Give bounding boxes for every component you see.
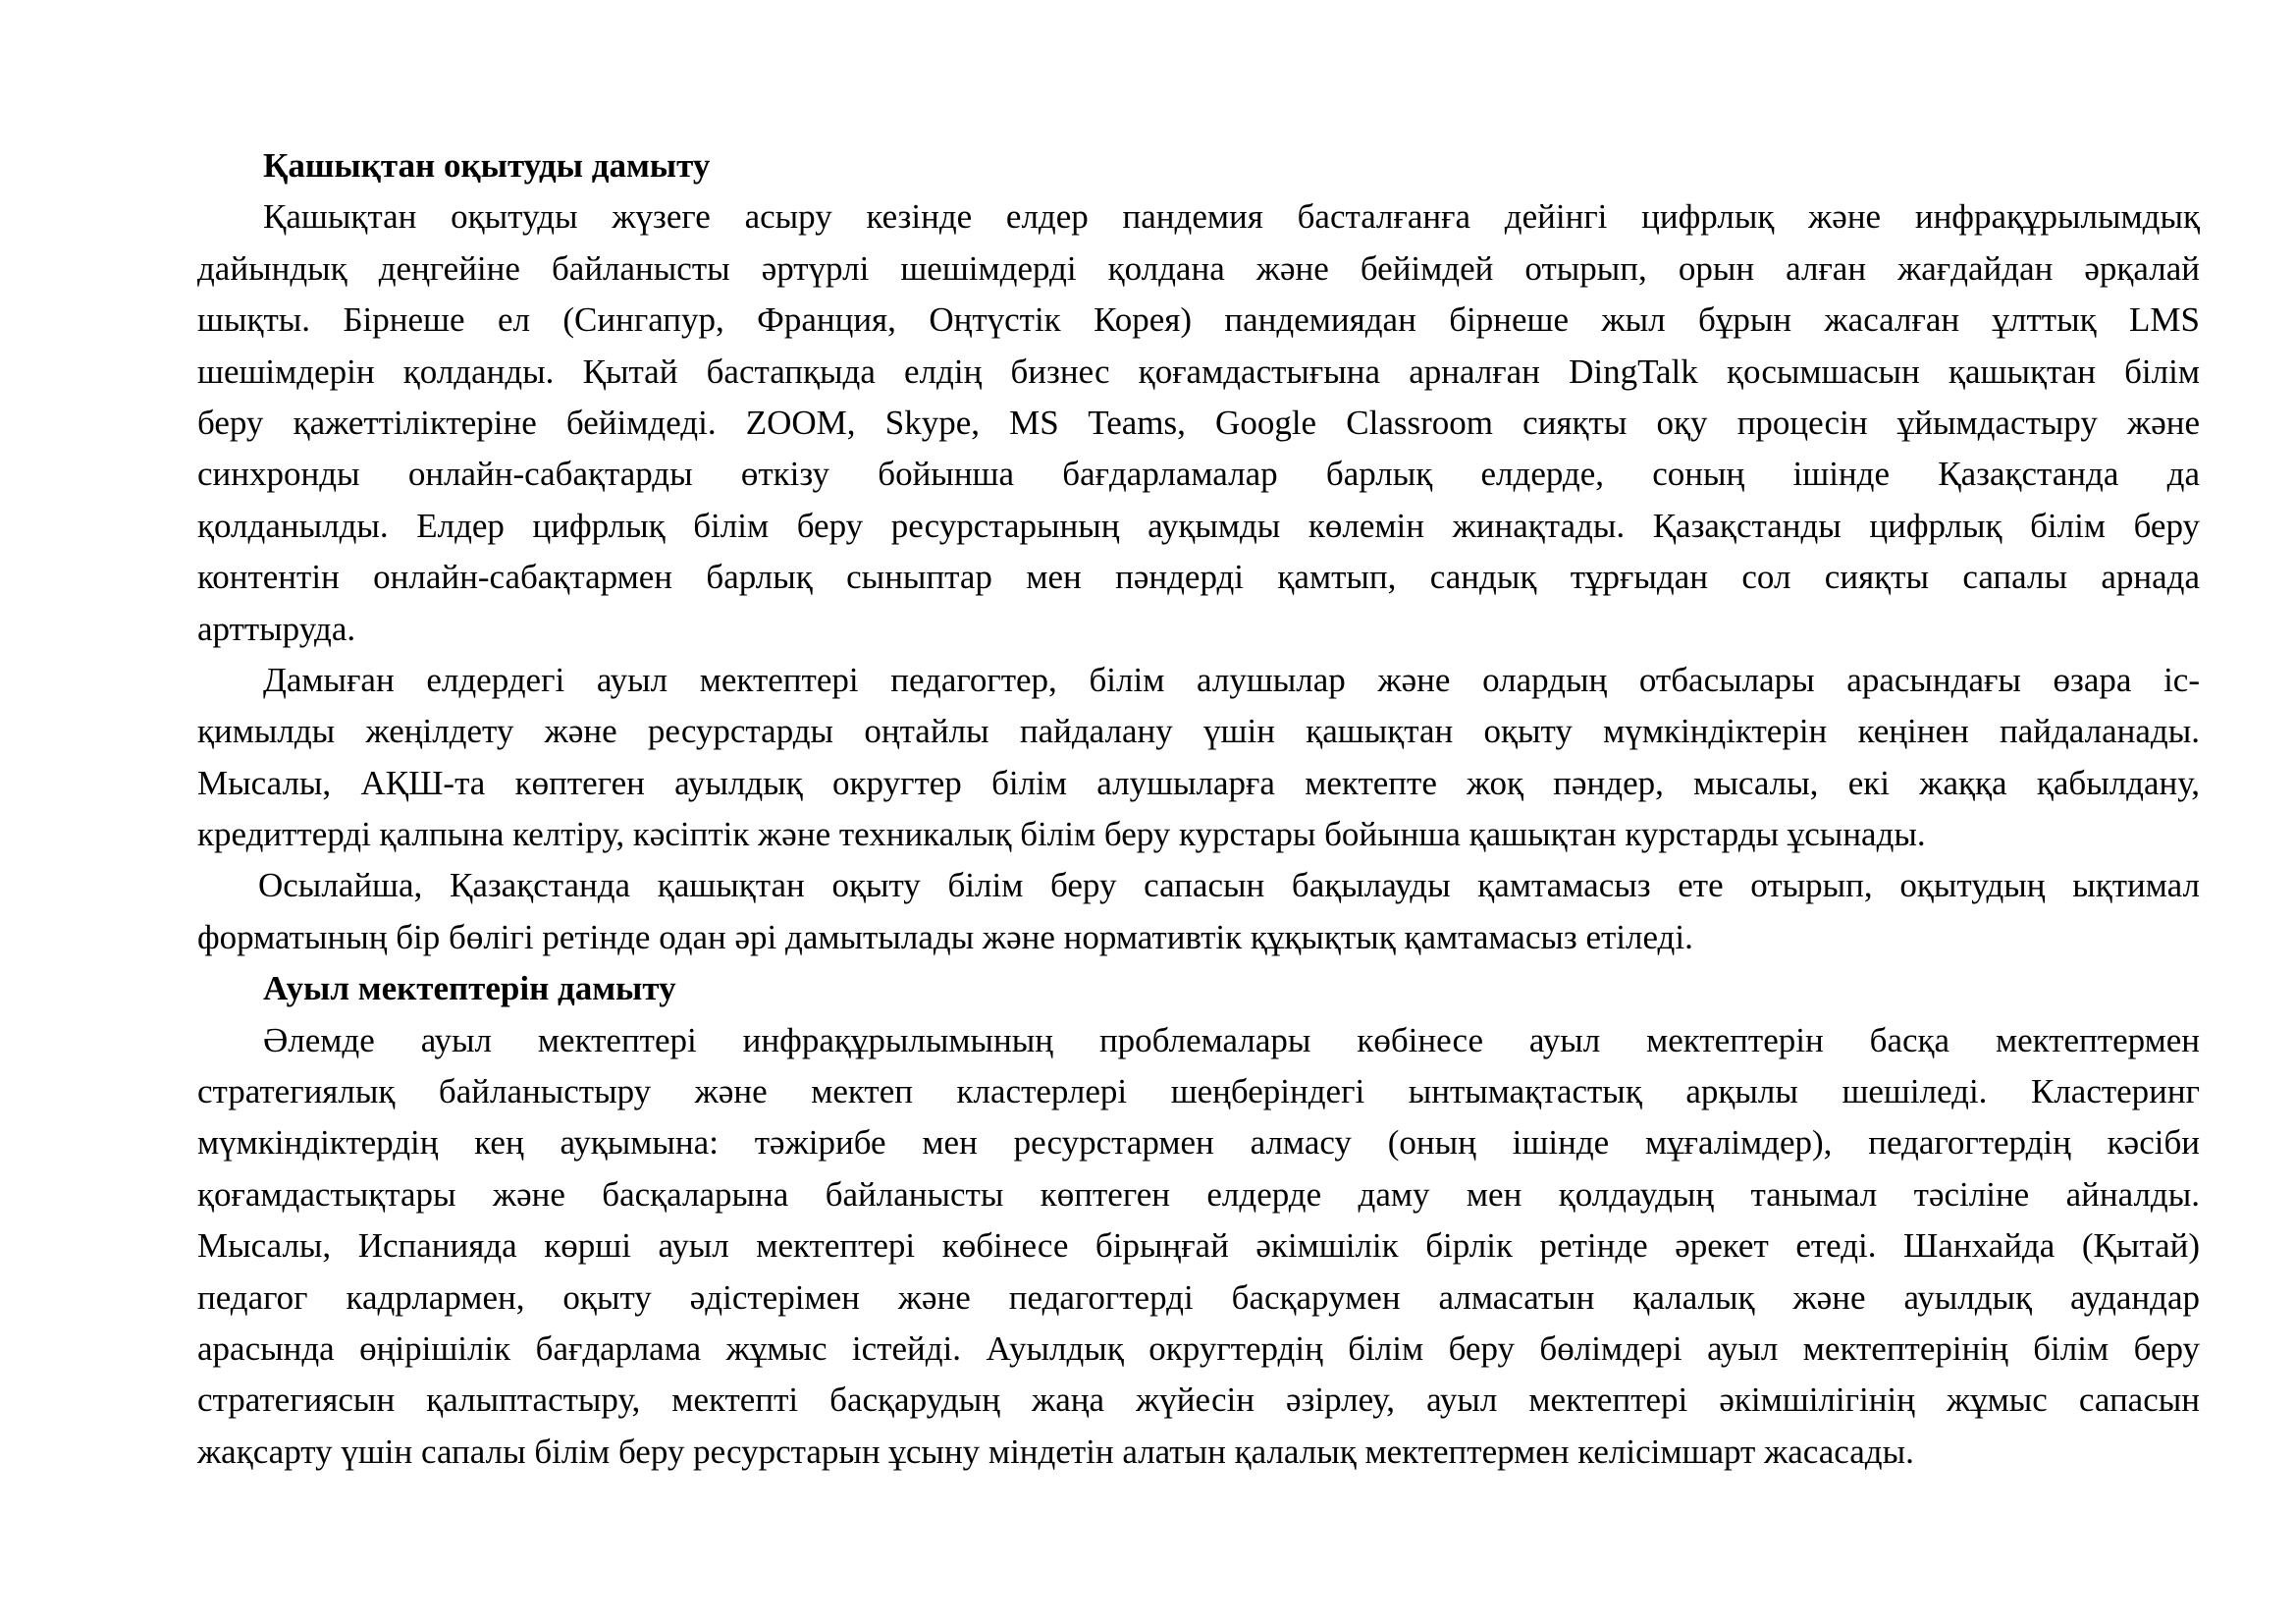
text-line: контентін онлайн-сабақтармен барлық сыныптар мен пәндерді қамтып, сандық тұрғыдан сол сияқты сапалы арнада (197, 558, 2200, 597)
text-line: дайындық деңгейіне байланысты әртүрлі шешімдерді қолдана және бейімдей отырып, орын алған жағдайдан әрқалай (197, 248, 2200, 288)
text-line: Мысалы, АҚШ-та көптеген ауылдық округтер білім алушыларға мектепте жоқ пәндер, мысалы, екі жаққа қабылдану, (197, 763, 2200, 802)
text-line: стратегиясын қалыптастыру, мектепті басқарудың жаңа жүйесін әзірлеу, ауыл мектептері әкімшілігінің жұмыс сапасын (197, 1380, 2200, 1420)
text-line: шешімдерін қолданды. Қытай бастапқыда елдің бизнес қоғамдастығына арналған DingTalk қосымшасын қашықтан білім (197, 352, 2200, 391)
text-line: арттыруда. (197, 609, 356, 648)
text-line: стратегиялық байланыстыру және мектеп кластерлері шеңберіндегі ынтымақтастық арқылы шешіледі. Кластеринг (197, 1072, 2200, 1111)
section-heading-rural-schools: Ауыл мектептерін дамыту (263, 969, 676, 1008)
text-line: Әлемде ауыл мектептері инфрақұрылымының проблемалары көбінесе ауыл мектептерін басқа мектептермен (263, 1020, 2200, 1059)
text-line: беру қажеттіліктеріне бейімдеді. ZOOM, Skype, MS Teams, Google Classroom сияқты оқу процесін ұйымдастыру және (197, 403, 2200, 442)
text-line: Дамыған елдердегі ауыл мектептері педагогтер, білім алушылар және олардың отбасылары арасындағы өзара іс- (263, 660, 2200, 699)
text-line: мүмкіндіктердің кең ауқымына: тәжірибе мен ресурстармен алмасу (оның ішінде мұғалімдер), педагогтердің кәсіби (197, 1123, 2200, 1163)
text-line: Осылайша, Қазақстанда қашықтан оқыту білім беру сапасын бақылауды қамтамасыз ете отырып, оқытудың ықтимал (258, 866, 2200, 905)
paragraph-rural-school-clustering (197, 1015, 2200, 1479)
document-page (197, 140, 2200, 1478)
text-line: Мысалы, Испанияда көрші ауыл мектептері көбінесе бірыңғай әкімшілік бірлік ретінде әрекет етеді. Шанхайда (Қытай) (197, 1226, 2200, 1266)
paragraph-developed-countries-rural-schools (197, 655, 2200, 861)
text-line: арасында өңірішілік бағдарлама жұмыс істейді. Ауылдық округтердің білім беру бөлімдері ауыл мектептерінің білім беру (197, 1329, 2200, 1369)
text-line: синхронды онлайн-сабақтарды өткізу бойынша бағдарламалар барлық елдерде, соның ішінде Қазақстанда да (197, 455, 2200, 494)
text-line: қимылды жеңілдету және ресурстарды оңтайлы пайдалану үшін қашықтан оқыту мүмкіндіктерін кеңінен пайдаланады. (197, 712, 2200, 751)
text-line: кредиттерді қалпына келтіру, кәсіптік және техникалық білім беру курстары бойынша қашықтан курстарды ұсынады. (197, 815, 1926, 854)
text-line: форматының бір бөлігі ретінде одан әрі дамытылады және нормативтік құқықтық қамтамасыз етіледі. (197, 917, 1693, 956)
text-line: шықты. Бірнеше ел (Сингапур, Франция, Оңтүстік Корея) пандемиядан бірнеше жыл бұрын жасалған ұлттық LMS (197, 300, 2200, 340)
text-line: педагог кадрлармен, оқыту әдістерімен және педагогтерді басқарумен алмасатын қалалық және ауылдық аудандар (197, 1277, 2200, 1317)
paragraph-kazakhstan-conclusion (197, 860, 2200, 963)
section-heading-distance-learning: Қашықтан оқытуды дамыту (263, 146, 711, 185)
text-line: қолданылды. Елдер цифрлық білім беру ресурстарының ауқымды көлемін жинақтады. Қазақстанды цифрлық білім беру (197, 506, 2200, 545)
text-line: қоғамдастықтары және басқаларына байланысты көптеген елдерде даму мен қолдаудың танымал тәсіліне айналды. (197, 1174, 2200, 1214)
text-line: Қашықтан оқытуды жүзеге асыру кезінде елдер пандемия басталғанға дейінгі цифрлық және инфрақұрылымдық (263, 197, 2200, 237)
paragraph-distance-learning-solutions (197, 191, 2200, 655)
text-line: жақсарту үшін сапалы білім беру ресурстарын ұсыну міндетін алатын қалалық мектептермен келісімшарт жасасады. (197, 1432, 1914, 1471)
